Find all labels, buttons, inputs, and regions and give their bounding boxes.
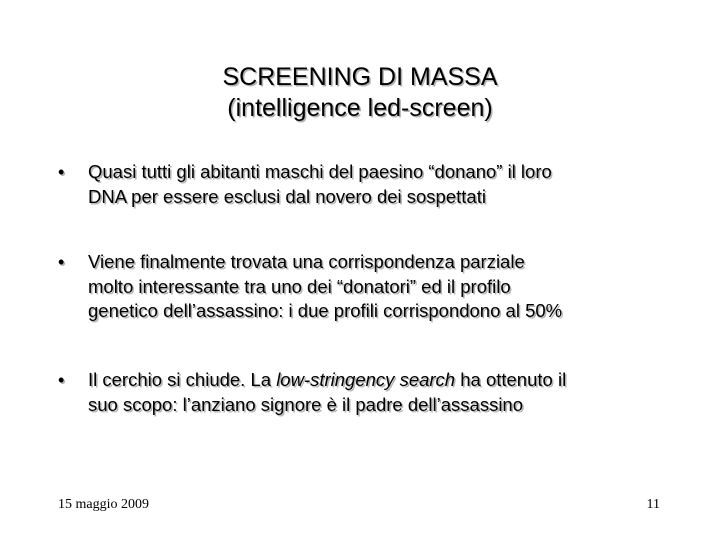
title-line-2: (intelligence led-screen): [227, 94, 493, 122]
bullet-1-line-2: DNA per essere esclusi dal novero dei sospettati: [88, 185, 486, 207]
bullet-3-text-before: Il cerchio si chiude. La: [88, 369, 277, 390]
bullet-2-line-1: Viene finalmente trovata una corrispondenza parziale: [88, 251, 525, 272]
bullet-text-2: [88, 250, 678, 324]
bullet-dot-icon: •: [58, 370, 65, 390]
bullet-1-line-1: Quasi tutti gli abitanti maschi del paesino “donano” il loro: [88, 161, 552, 182]
bullet-3-text-after: ha ottenuto il: [455, 369, 567, 390]
page-number: 11: [646, 497, 660, 512]
bullet-3-line-1: [88, 368, 678, 393]
bullet-dot-icon: •: [58, 252, 65, 272]
bullet-2-line-3: genetico dell’assassino: i due profili corrispondono al 50%: [88, 300, 563, 321]
bullet-text-1: [88, 160, 678, 209]
title-line-1: SCREENING DI MASSA: [222, 63, 498, 91]
bullet-dot-icon: •: [58, 162, 65, 182]
footer-date: 15 maggio 2009: [58, 497, 149, 512]
bullet-3-italic-term: low-stringency search: [276, 369, 456, 390]
bullet-3-line-2: suo scopo: l’anziano signore è il padre dell’assassino: [88, 393, 524, 415]
bullet-2-line-2: molto interessante tra uno dei “donatori” ed il profilo: [88, 275, 511, 297]
slide-title: [150, 62, 570, 124]
bullet-text-3: [88, 368, 678, 417]
